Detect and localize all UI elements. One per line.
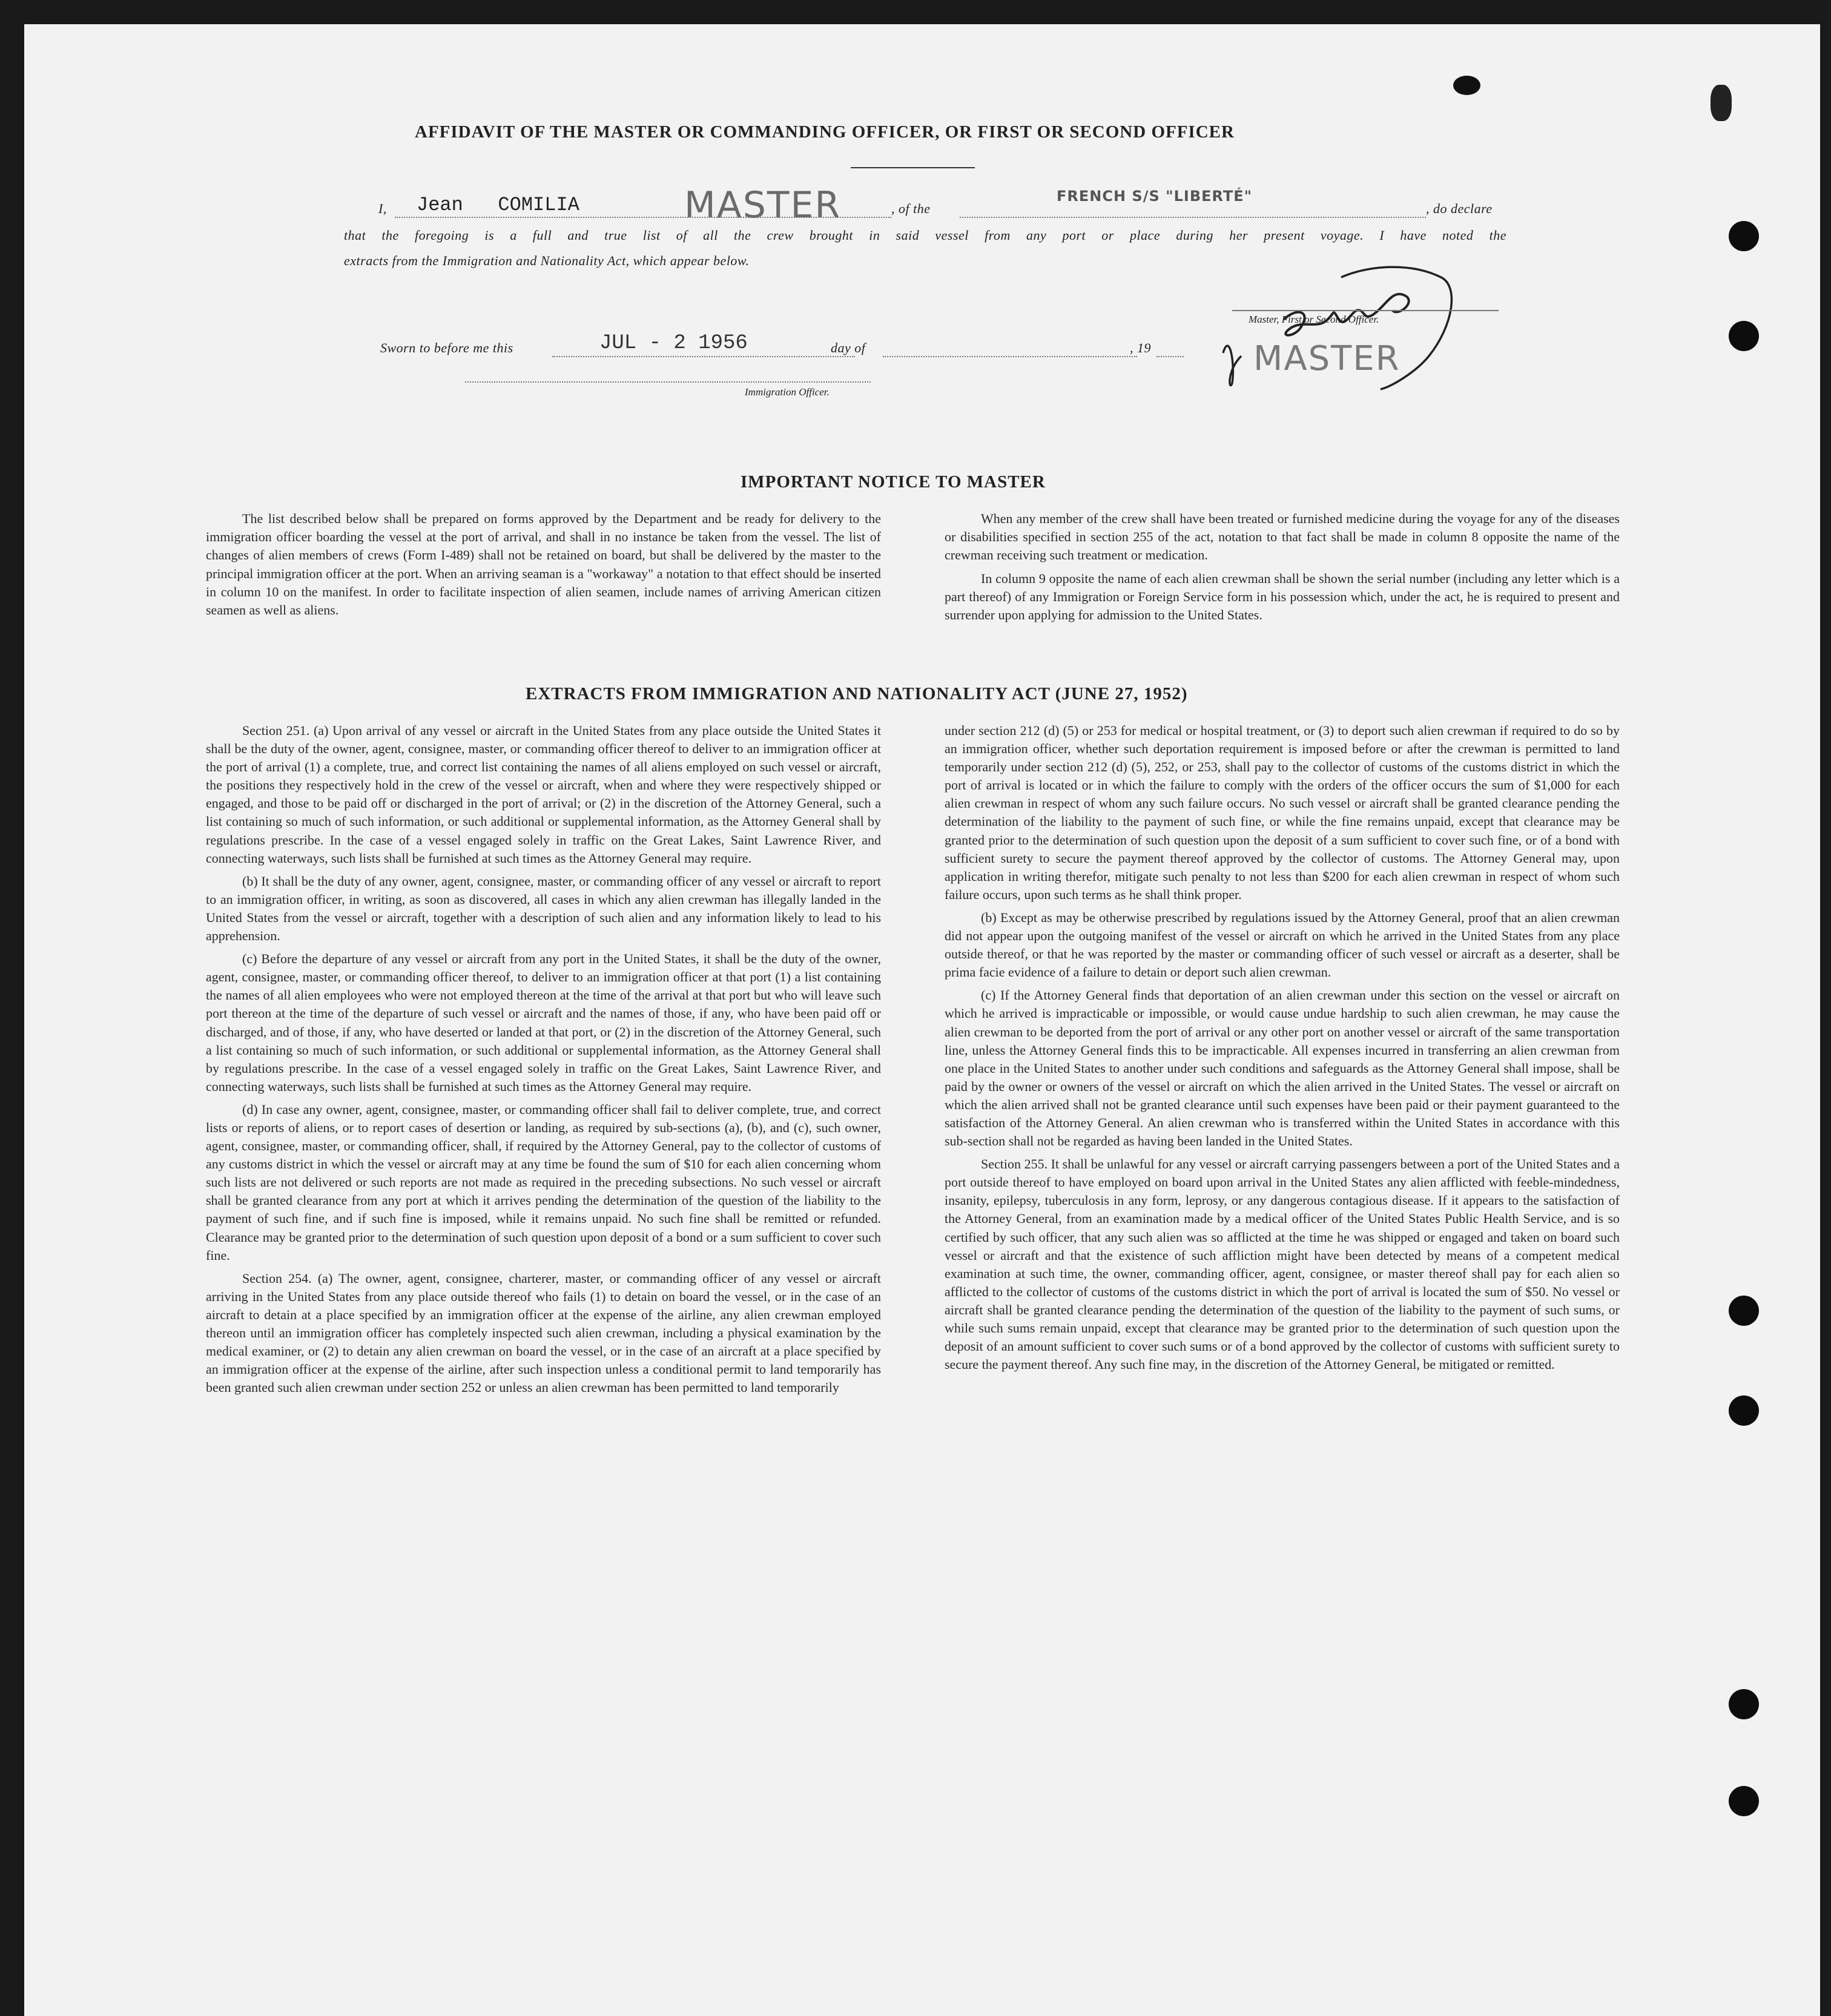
immigration-officer-line xyxy=(465,381,871,383)
extract-paragraph: (d) In case any owner, agent, consignee, master, or commanding officer shall fail to deliver complete, true, and correct lists or reports of aliens, or to report cases of desertion or landing, as required by sub-sections (a), (b), and (c), such owner, agent, consignee, master, or commanding officer, shall, if required by the Attorney General, pay to the collector of customs of any customs district in which the vessel or aircraft may at any time be found the sum of $10 for each alien concerning whom such lists are not delivered or such reports are not made as required in the preceding subsections. No such vessel or aircraft shall be granted clearance from any port at which it arrives pending the determination of the question of the liability to the payment of such fine, and if such fine is imposed, while it remains unpaid. No such fine shall be remitted or refunded. Clearance may be granted prior to the determination of such question upon deposit of a bond or a sum sufficient to cover such fine. xyxy=(206,1101,881,1263)
declaration-line-2: extracts from the Immigration and Nationality Act, which appear below. xyxy=(344,253,750,268)
notice-left-paragraph: The list described below shall be prepared on forms approved by the Department and be ready for delivery to the immigration officer boarding the vessel at the port of arrival, and shall in no instance be taken from the vessel. The list of changes of alien members of crews (Form I-489) shall not be retained on board, but shall be delivered by the master to the principal immigration officer at the port. When an arriving seaman is a "workaway" a notation to that effect should be inserted in column 10 on the manifest. In order to facilitate inspection of alien seamen, include names of arriving American citizen seamen as well as aliens. xyxy=(206,511,881,618)
officer-name: Jean COMILIA xyxy=(417,194,579,216)
day-of-line xyxy=(883,356,1137,357)
year-prefix: , 19 xyxy=(1130,340,1151,355)
affidavit-title: AFFIDAVIT OF THE MASTER OR COMMANDING OFFICER, OR FIRST OR SECOND OFFICER xyxy=(415,122,1235,142)
title-rule xyxy=(851,167,975,168)
binder-hole xyxy=(1729,1395,1759,1426)
document-page xyxy=(24,24,1820,2016)
ink-blot xyxy=(1711,85,1732,121)
extract-paragraph: (c) Before the departure of any vessel or aircraft from any port in the United States, it shall be the duty of the owner, agent, consignee, master, or commanding officer thereof, to deliver to an immigration officer at that port (1) a list containing the names of all alien employees who were not employed thereon at the time of the arrival at that port but who will leave such port thereon at the time of the departure of such vessel or aircraft and the names of those, if any, who have been paid off or discharged, and of those, if any, who have deserted or landed at that port, or (2) in the discretion of the Attorney General, such a list containing so much of such information, or such additional or supplemental information, as the Attorney General shall by regulations prescribe. In the case of a vessel engaged solely in traffic on the Great Lakes, Saint Lawrence River, and connecting waterways, such lists shall be furnished at such times as the Attorney General may require. xyxy=(206,951,881,1094)
extract-paragraph: (c) If the Attorney General finds that deportation of an alien crewman under this section on the vessel or aircraft on which he arrived is impracticable or impossible, or would cause undue hardship to such alien crewman, he may cause the alien crewman to be deported from the port of arrival or any other port on another vessel or aircraft of the same transportation line, unless the Attorney General finds this to be impracticable. All expenses incurred in transferring an alien crewman from one place in the United States to another under such conditions and safeguards as the Attorney General shall impose, shall be paid by the owner or owners of the vessel or aircraft on which the alien arrived in the United States. The vessel or aircraft on which the alien arrived shall not be granted clearance until such expenses have been paid or their payment guaranteed to the satisfaction of the Attorney General. An alien crewman who is transferred within the United States in accordance with this sub-section shall not be regarded as having been landed in the United States. xyxy=(945,987,1620,1149)
extract-paragraph: Section 255. It shall be unlawful for any vessel or aircraft carrying passengers between a port of the United States and a port outside thereof to have employed on board upon arrival in the United States any alien afflicted with feeble-mindedness, insanity, epilepsy, tuberculosis in any form, leprosy, or any dangerous contagious disease. If it appears to the satisfaction of the Attorney General, from an examination made by a medical officer of the United States Public Health Service, and is so certified by such officer, that any such alien was so afflicted at the time he was shipped or engaged and taken on board such vessel or aircraft and that the existence of such affliction might have been detected by means of a competent medical examination at such time, the owner, commanding officer, agent, consignee, or master thereof shall pay for each alien so afflicted to the collector of customs of the customs district in which the port of arrival is located the sum of $50. No vessel or aircraft shall be granted clearance pending the determination of the question of the liability to the payment of such sums, or while such sums remain unpaid, except that clearance may be granted prior to the determination of such question upon the deposit of an amount sufficient to cover such sums or of a bond approved by the collector of customs with sufficient surety to secure the payment thereof. Any such fine may, in the discretion of the Attorney General, be mitigated or remitted. xyxy=(945,1156,1620,1372)
do-declare: , do declare xyxy=(1426,201,1493,216)
master-stamp-bottom: MASTER xyxy=(1253,339,1400,378)
extracts-right-column xyxy=(945,722,1620,1379)
year-line xyxy=(1156,356,1184,357)
notice-right-paragraph: In column 9 opposite the name of each alien crewman shall be shown the serial number (including any letter which is a part thereof) of any Immigration or Foreign Service form in his possession which, under the act, he is required to present and surrender upon applying for admission to the United States. xyxy=(945,570,1620,623)
ink-blot xyxy=(1453,76,1480,95)
signature-caption: Master, First or Second Officer. xyxy=(1249,314,1379,325)
notice-title: IMPORTANT NOTICE TO MASTER xyxy=(741,472,1046,492)
extract-paragraph: under section 212 (d) (5) or 253 for medical or hospital treatment, or (3) to deport such alien crewman if required to do so by an immigration officer, whether such deportation requirement is imposed before or after the crewman is permitted to land temporarily under section 212 (d) (5), 252, or 253, shall pay to the collector of customs of the customs district in which the port of arrival is located or in which the failure to comply with the orders of the officer occurs the sum of $1,000 for each alien crewman in respect of whom any such failure occurs. No such vessel or aircraft shall be granted clearance pending the determination of the liability to the payment of such fine, or while the fine remains unpaid, except that clearance may be granted prior to the determination of such question upon the deposit of a sum sufficient to cover such fine, or of a bond with sufficient surety to secure the payment thereof approved by the collector of customs. The Attorney General may, upon application in writing therefor, mitigate such penalty to not less than $200 for each alien crewman in respect of whom such failure occurs, upon such terms as he shall think proper. xyxy=(945,723,1620,902)
signature-line xyxy=(1232,310,1499,311)
extract-paragraph: Section 251. (a) Upon arrival of any vessel or aircraft in the United States from any place outside the United States it shall be the duty of the owner, agent, consignee, master, or commanding officer thereof to deliver to an immigration officer at the port of arrival (1) a complete, true, and correct list containing the names of all aliens employed on such vessel or aircraft, the positions they respectively hold in the crew of the vessel or aircraft, when and where they were respectively shipped or engaged, and those to be paid off or discharged in the port of arrival; or (2) in the discretion of the Attorney General, such a list containing so much of such information, or such additional or supplemental information, as the Attorney General shall by regulations prescribe. In the case of a vessel engaged solely in traffic on the Great Lakes, Saint Lawrence River, and connecting waterways, such lists shall be furnished at such times as the Attorney General may require. xyxy=(206,723,881,866)
vessel-line xyxy=(960,217,1426,218)
notice-left-column xyxy=(206,510,881,624)
day-of-label: day of xyxy=(831,340,866,355)
binder-hole xyxy=(1729,321,1759,351)
extracts-title: EXTRACTS FROM IMMIGRATION AND NATIONALITY ACT (JUNE 27, 1952) xyxy=(526,684,1188,703)
binder-hole xyxy=(1729,221,1759,251)
extract-paragraph: Section 254. (a) The owner, agent, consignee, charterer, master, or commanding officer of any vessel or aircraft arriving in the United States from any place outside thereof who fails (1) to detain on board the vessel, or in the case of an aircraft to detain at a place specified by an immigration officer at the expense of the airline, any alien crewman employed thereon until an immigration officer has completely inspected such alien crewman, including a physical examination by the medical examiner, or (2) to detain any alien crewman on board the vessel, or in the case of an aircraft at a place specified by an immigration officer at the expense of the airline, after such inspection unless a conditional permit to land temporarily has been granted such alien crewman under section 252 or unless an alien crewman has been permitted to land temporarily xyxy=(206,1270,881,1395)
declaration-line-1: that the foregoing is a full and true list of all the crew brought in said vessel from any port or place during her present voyage. I have noted the xyxy=(344,228,1506,243)
extract-paragraph: (b) Except as may be otherwise prescribed by regulations issued by the Attorney General, proof that an alien crewman did not appear upon the outgoing manifest of the vessel or aircraft on which he arrived in the United States from any place outside thereof, or that he was reported by the master or commanding officer of such vessel or aircraft as a deserter, shall be prima facie evidence of a failure to detain or deport such alien crewman. xyxy=(945,909,1620,980)
sworn-date-line xyxy=(552,356,855,357)
notice-right-paragraph: When any member of the crew shall have been treated or furnished medicine during the voyage for any of the diseases or disabilities specified in section 255 of the act, notation to that fact shall be made in column 8 opposite the name of the crewman receiving such treatment or medication. xyxy=(945,511,1620,563)
of-the-label: , of the xyxy=(891,201,931,216)
i-label: I, xyxy=(378,201,387,216)
binder-hole xyxy=(1729,1786,1759,1816)
extracts-left-column xyxy=(206,722,881,1402)
binder-hole xyxy=(1729,1689,1759,1719)
extract-paragraph: (b) It shall be the duty of any owner, agent, consignee, master, or commanding officer of any vessel or aircraft to report to an immigration officer, in writing, as soon as discovered, all cases in which any alien crewman has illegally landed in the United States from the vessel or aircraft, together with a description of such alien and any information likely to lead to his apprehension. xyxy=(206,873,881,944)
sworn-date: JUL - 2 1956 xyxy=(599,332,748,355)
immigration-officer-caption: Immigration Officer. xyxy=(745,386,830,398)
notice-right-column xyxy=(945,510,1620,629)
vessel-name: FRENCH S/S "LIBERTÉ" xyxy=(1057,188,1253,205)
rank-stamp: MASTER xyxy=(684,184,842,226)
sworn-label: Sworn to before me this xyxy=(380,340,513,355)
binder-hole xyxy=(1729,1296,1759,1326)
